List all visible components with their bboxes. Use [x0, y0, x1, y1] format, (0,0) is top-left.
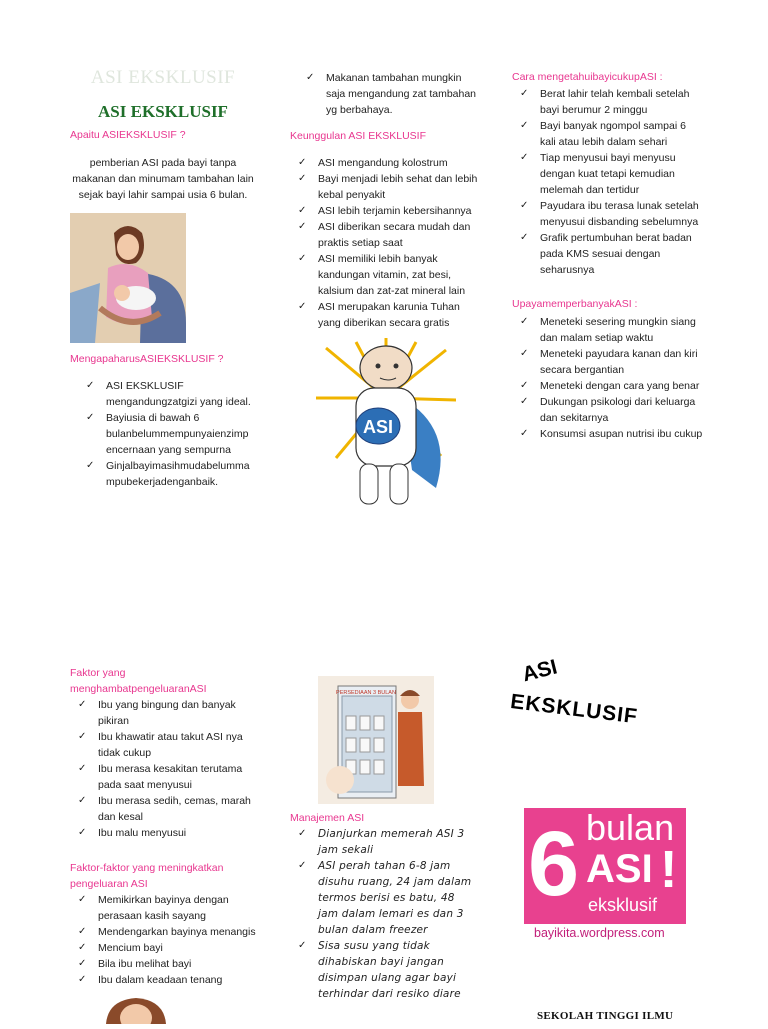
- list-item: ✓ Ibu merasa sedih, cemas, marah dan kesal: [78, 795, 251, 823]
- poster-exclamation: !: [660, 841, 678, 899]
- list-item: ✓ Payudara ibu terasa lunak setelah menyusui disbanding sebelumnya: [520, 200, 699, 228]
- checkmark-icon: ✓: [78, 942, 87, 953]
- checkmark-icon: ✓: [298, 205, 307, 216]
- list-item: ✓ Ibu malu menyusui: [78, 827, 187, 839]
- checkmark-icon: ✓: [298, 253, 307, 264]
- list-item: ✓ Bayi menjadi lebih sehat dan lebih kebal penyakit: [298, 173, 478, 201]
- checkmark-icon: ✓: [520, 380, 529, 391]
- list-item: ✓ Tiap menyusui bayi menyusu dengan kuat tetapi kemudian melemah dan tertidur: [520, 152, 676, 196]
- advantage-list: [298, 155, 478, 331]
- list-item: ✓ Memikirkan bayinya dengan perasaan kasih sayang: [78, 894, 229, 922]
- list-item: ✓ ASI merupakan karunia Tuhan yang diberikan secara gratis: [298, 301, 460, 329]
- list-item: ✓ Grafik pertumbuhan berat badan pada KMS sesuai dengan seharusnya: [520, 232, 692, 276]
- list-item: ✓ Ibu merasa kesakitan terutama pada saat menyusui: [78, 763, 243, 791]
- asi-mascot-illustration: [316, 338, 456, 510]
- mother-illustration: [96, 996, 176, 1024]
- poster-word-bulan: bulan: [586, 807, 675, 848]
- checkmark-icon: ✓: [78, 974, 87, 985]
- checkmark-icon: ✓: [78, 763, 87, 774]
- booster-list: [78, 892, 260, 988]
- checkmark-icon: ✓: [78, 958, 87, 969]
- enough-heading: Cara mengetahuibayicukupASI :: [512, 71, 663, 83]
- checkmark-icon: ✓: [520, 396, 529, 407]
- checkmark-icon: ✓: [520, 316, 529, 327]
- list-item: ✓ Meneteki dengan cara yang benar: [520, 380, 700, 392]
- increase-list: [520, 314, 704, 442]
- wordart-asi: ASI: [520, 655, 560, 687]
- list-item: ✓ ASI lebih terjamin kebersihannya: [298, 205, 472, 217]
- list-item: ✓ Berat lahir telah kembali setelah bayi berumur 2 minggu: [520, 88, 690, 116]
- poster-number: 6: [528, 813, 580, 915]
- checkmark-icon: ✓: [86, 380, 95, 391]
- list-item: ✓ Dianjurkan memerah ASI 3 jam sekali: [298, 828, 465, 856]
- checkmark-icon: ✓: [520, 152, 529, 163]
- management-list: [298, 826, 474, 1002]
- list-item: ✓ Konsumsi asupan nutrisi ibu cukup: [520, 428, 703, 440]
- checkmark-icon: ✓: [298, 173, 307, 184]
- list-item: ✓ Ginjalbayimasihmudabelumma mpubekerjadenganbaik.: [86, 460, 250, 488]
- checkmark-icon: ✓: [520, 200, 529, 211]
- list-item: ✓ Meneteki payudara kanan dan kiri secara bergantian: [520, 348, 698, 376]
- checkmark-icon: ✓: [520, 428, 529, 439]
- list-item: ✓ ASI diberikan secara mudah dan praktis setiap saat: [298, 221, 471, 249]
- poster-word-asi: ASI: [586, 847, 653, 891]
- list-item: ✓ Bila ibu melihat bayi: [78, 958, 192, 970]
- booster-heading: Faktor-faktor yang meningkatkan pengeluaran ASI: [70, 862, 224, 890]
- checkmark-icon: ✓: [306, 72, 315, 83]
- list-item: ✓ Meneteki sesering mungkin siang dan malam setiap waktu: [520, 316, 696, 344]
- checkmark-icon: ✓: [86, 460, 95, 471]
- poster-url: bayikita.wordpress.com: [534, 926, 665, 940]
- checkmark-icon: ✓: [520, 120, 529, 131]
- checkmark-icon: ✓: [520, 348, 529, 359]
- increase-heading: UpayamemperbanyakASI :: [512, 298, 638, 310]
- list-item: ✓ ASI memiliki lebih banyak kandungan vitamin, zat besi, kalsium dan zat-zat mineral lain: [298, 253, 466, 297]
- list-item: ✓ Bayiusia di bawah 6 bulanbelummempunyaienzimp encernaan yang sempurna: [86, 412, 249, 456]
- top-list: [306, 70, 482, 118]
- fridge-label: PERSEDIAAN 3 BULAN: [336, 690, 396, 696]
- checkmark-icon: ✓: [78, 795, 87, 806]
- list-item: ✓ Sisa susu yang tidak dihabiskan bayi jangan disimpan ulang agar bayi terhindar dari resiko diare: [298, 940, 461, 1000]
- why-heading: MengapaharusASIEKSKLUSIF ?: [70, 353, 224, 365]
- checkmark-icon: ✓: [298, 301, 307, 312]
- milk-storage-illustration: [318, 676, 434, 804]
- list-item: ✓ ASI EKSKLUSIF mengandungzatgizi yang ideal.: [86, 380, 251, 408]
- list-item: ✓ Mencium bayi: [78, 942, 163, 954]
- list-item: ✓ Dukungan psikologi dari keluarga dan sekitarnya: [520, 396, 696, 424]
- list-item: ✓ Ibu dalam keadaan tenang: [78, 974, 223, 986]
- school-name: SEKOLAH TINGGI ILMU: [537, 1010, 674, 1022]
- checkmark-icon: ✓: [298, 157, 307, 168]
- enough-list: [520, 86, 704, 278]
- list-item: ✓ Bayi banyak ngompol sampai 6 kali atau lebih dalam sehari: [520, 120, 686, 148]
- barrier-heading: Faktor yang menghambatpengeluaranASI: [70, 667, 207, 695]
- wordart-eksklusif: EKSKLUSIF: [509, 690, 640, 729]
- checkmark-icon: ✓: [298, 860, 307, 871]
- what-body: pemberian ASI pada bayi tanpa makanan dan minumam tambahan lain sejak bayi lahir sampai usia 6 bulan.: [72, 157, 254, 201]
- advantage-heading: Keunggulan ASI EKSKLUSIF: [290, 130, 427, 142]
- list-item: ✓ ASI mengandung kolostrum: [298, 157, 448, 169]
- watermark-title: ASI EKSKLUSIF: [90, 67, 236, 88]
- list-item: ✓ ASI perah tahan 6-8 jam disuhu ruang, 24 jam dalam termos berisi es batu, 48 jam dalam lemari es dan 3 bulan dalam freezer: [298, 860, 472, 936]
- asi-poster: [524, 808, 686, 946]
- checkmark-icon: ✓: [298, 828, 307, 839]
- list-item: ✓ Ibu khawatir atau takut ASI nya tidak cukup: [78, 731, 243, 759]
- checkmark-icon: ✓: [78, 731, 87, 742]
- checkmark-icon: ✓: [298, 940, 307, 951]
- management-heading: Manajemen ASI: [290, 812, 365, 824]
- checkmark-icon: ✓: [78, 926, 87, 937]
- checkmark-icon: ✓: [298, 221, 307, 232]
- checkmark-icon: ✓: [78, 894, 87, 905]
- list-item: ✓ Mendengarkan bayinya menangis: [78, 926, 256, 938]
- list-item: ✓ Ibu yang bingung dan banyak pikiran: [78, 699, 236, 727]
- checkmark-icon: ✓: [78, 699, 87, 710]
- what-heading: Apaitu ASIEKSKLUSIF ?: [70, 129, 186, 141]
- mascot-label: ASI: [362, 417, 394, 437]
- checkmark-icon: ✓: [86, 412, 95, 423]
- poster-word-eksklusif: eksklusif: [588, 895, 658, 915]
- main-title: ASI EKSKLUSIF: [98, 102, 228, 121]
- checkmark-icon: ✓: [520, 232, 529, 243]
- list-item: ✓ Makanan tambahan mungkin saja mengandung zat tambahan yg berbahaya.: [306, 72, 477, 116]
- why-list: [86, 378, 256, 490]
- breastfeeding-illustration: [70, 213, 186, 343]
- barrier-list: [78, 697, 258, 841]
- checkmark-icon: ✓: [78, 827, 87, 838]
- checkmark-icon: ✓: [520, 88, 529, 99]
